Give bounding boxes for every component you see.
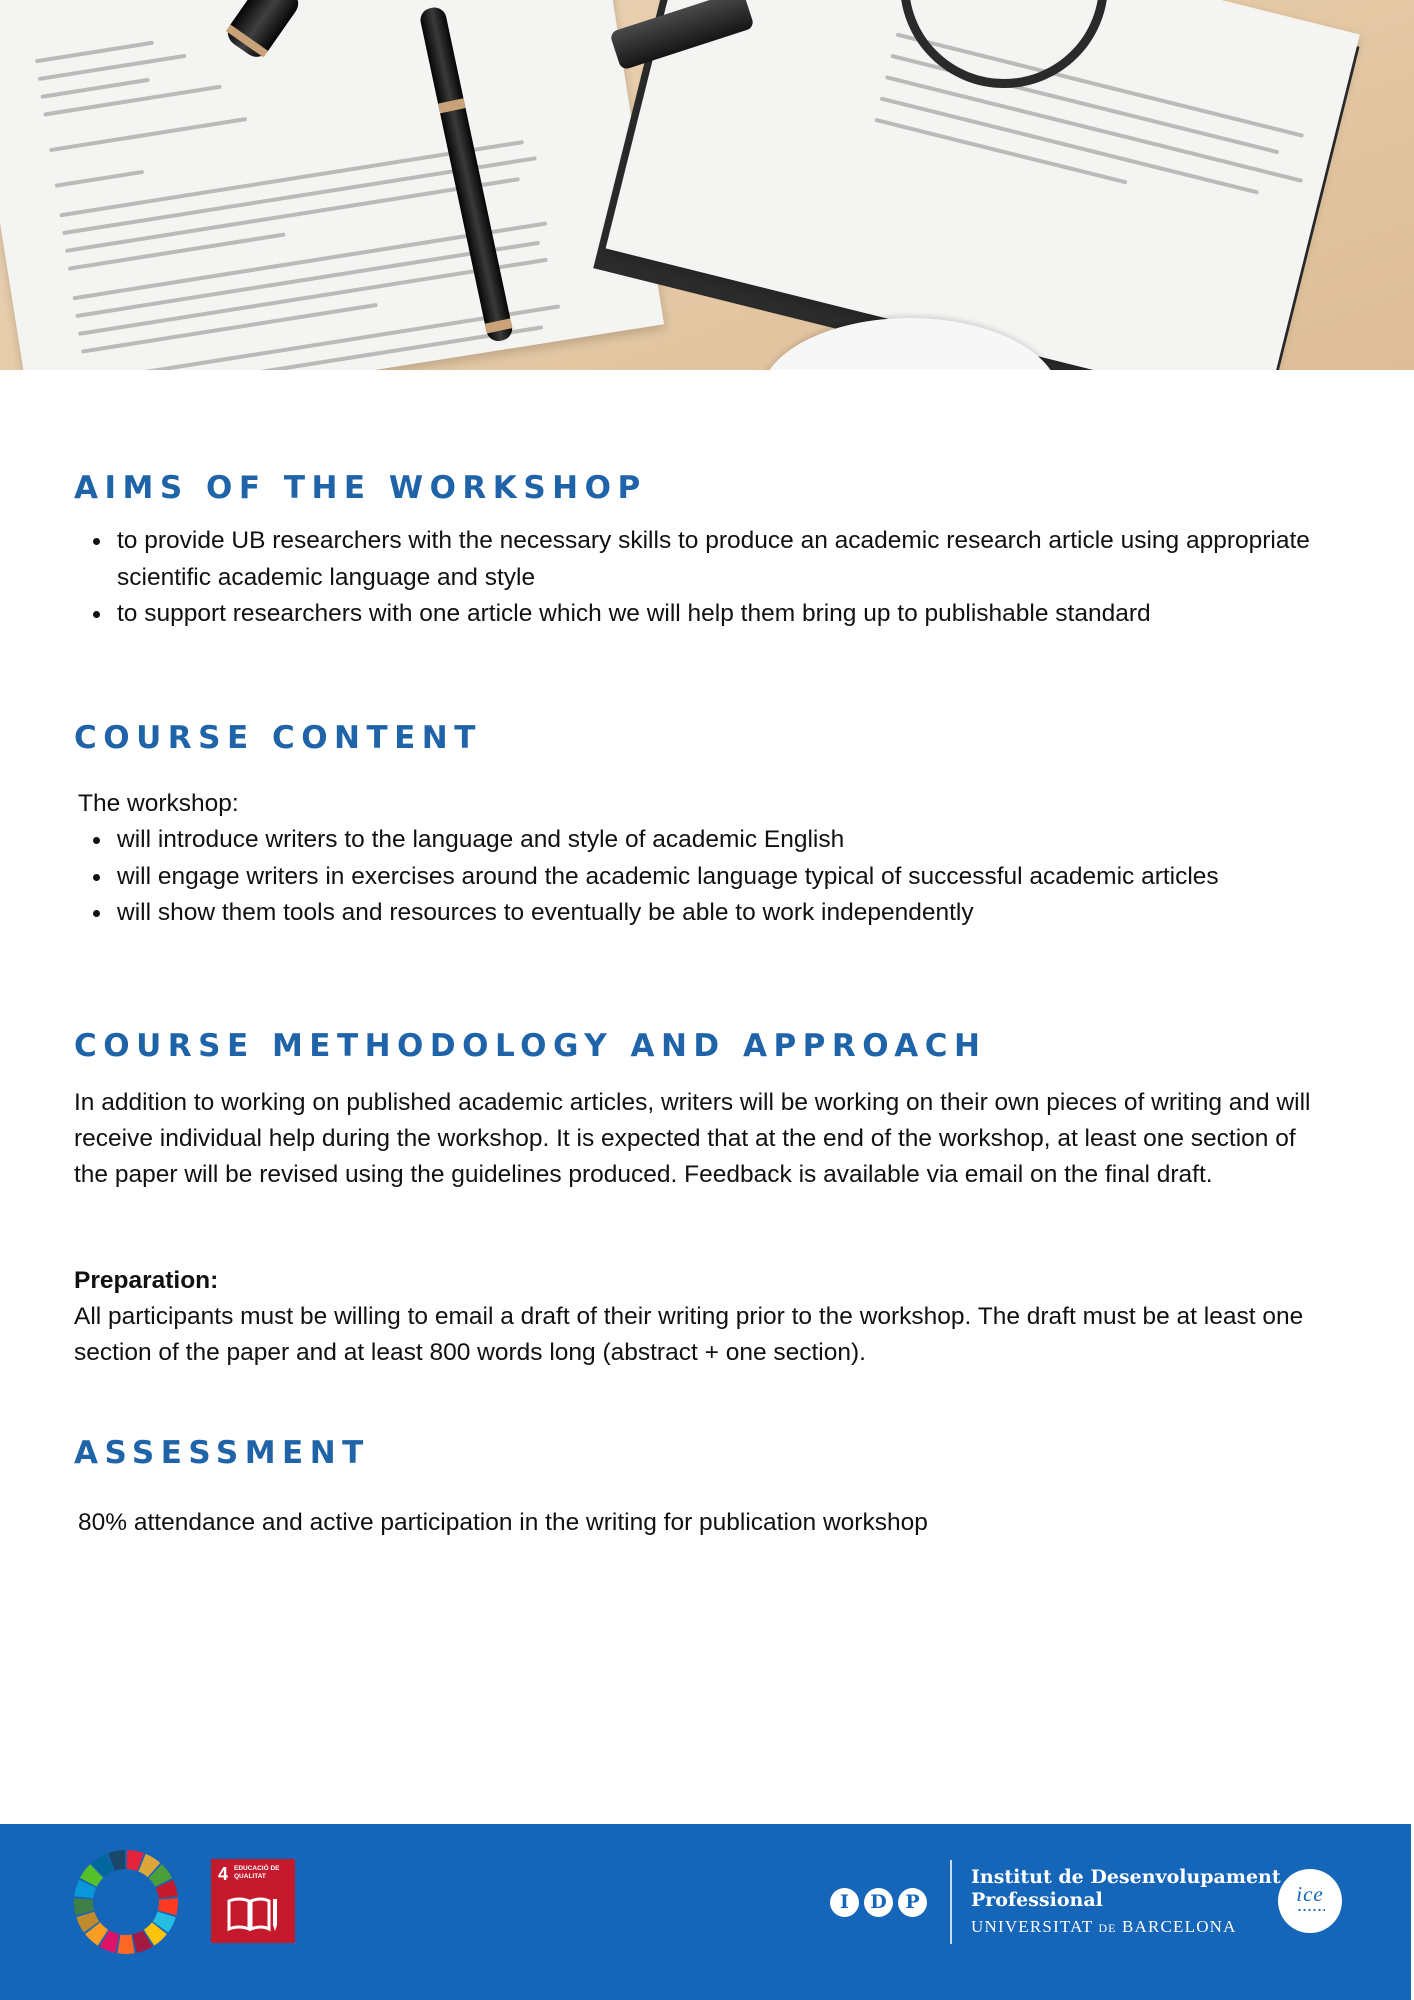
assessment-heading: ASSESSMENT	[74, 1435, 370, 1471]
cover-letter-paper	[0, 0, 664, 370]
list-item: will engage writers in exercises around the academic language typical of successful academic articles	[74, 859, 1314, 896]
list-item: to provide UB researchers with the necessary skills to produce an academic research article using appropriate scientific academic language and style	[74, 523, 1314, 596]
course-content-heading: COURSE CONTENT	[74, 720, 482, 756]
logo-divider	[950, 1860, 952, 1944]
book-pencil-icon	[227, 1895, 279, 1933]
institution-line-1: Institut de Desenvolupament	[971, 1866, 1281, 1888]
content-list	[74, 822, 1314, 932]
university-word-1: UNIVERSITAT	[971, 1917, 1094, 1936]
aims-heading: AIMS OF THE WORKSHOP	[74, 470, 647, 506]
content-intro: The workshop:	[78, 790, 239, 817]
ice-logo-text: ice	[1296, 1882, 1324, 1906]
institution-line-2: Professional	[971, 1889, 1103, 1911]
preparation-label: Preparation:	[74, 1267, 219, 1294]
sdg4-label: EDUCACIÓ DE QUALITAT	[234, 1865, 280, 1880]
list-item: will introduce writers to the language and style of academic English	[74, 822, 1314, 859]
paper-text-lines	[0, 0, 664, 370]
sdg-wheel-segment	[74, 1898, 94, 1915]
idp-logo-letter: D	[864, 1888, 893, 1917]
methodology-paragraph: In addition to working on published academic articles, writers will be working on their own pieces of writing and will receive individual help during the workshop. It is expected that at the end of the workshop, at least one section of the paper will be revised using the guidelines produced. Feedback is available via email on the final draft.	[74, 1089, 1311, 1188]
methodology-heading: COURSE METHODOLOGY AND APPROACH	[74, 1028, 987, 1064]
ice-logo-dots	[1297, 1909, 1325, 1911]
sdg-wheel-segment	[158, 1898, 178, 1915]
university-word-3: BARCELONA	[1121, 1917, 1237, 1936]
ice-logo	[1278, 1869, 1342, 1933]
institution-name	[971, 1866, 1281, 1912]
sdg4-number: 4	[218, 1864, 229, 1884]
aims-list	[74, 523, 1314, 633]
university-name	[971, 1917, 1237, 1937]
sdg4-quality-education-badge	[211, 1859, 295, 1943]
idp-logo-letter: I	[830, 1888, 859, 1917]
sdg-wheel-icon	[72, 1848, 180, 1956]
hero-photo	[0, 0, 1414, 370]
idp-logo-letter: P	[898, 1888, 927, 1917]
university-word-2: DE	[1098, 1921, 1117, 1935]
list-item: to support researchers with one article which we will help them bring up to publishable standard	[74, 596, 1314, 633]
preparation-text: All participants must be willing to email a draft of their writing prior to the workshop. The draft must be at least one section of the paper and at least 800 words long (abstract + one section).	[74, 1303, 1304, 1366]
list-item: will show them tools and resources to eventually be able to work independently	[74, 895, 1314, 932]
assessment-text: 80% attendance and active participation in the writing for publication workshop	[78, 1509, 928, 1536]
sdg-wheel-segment	[117, 1935, 134, 1954]
